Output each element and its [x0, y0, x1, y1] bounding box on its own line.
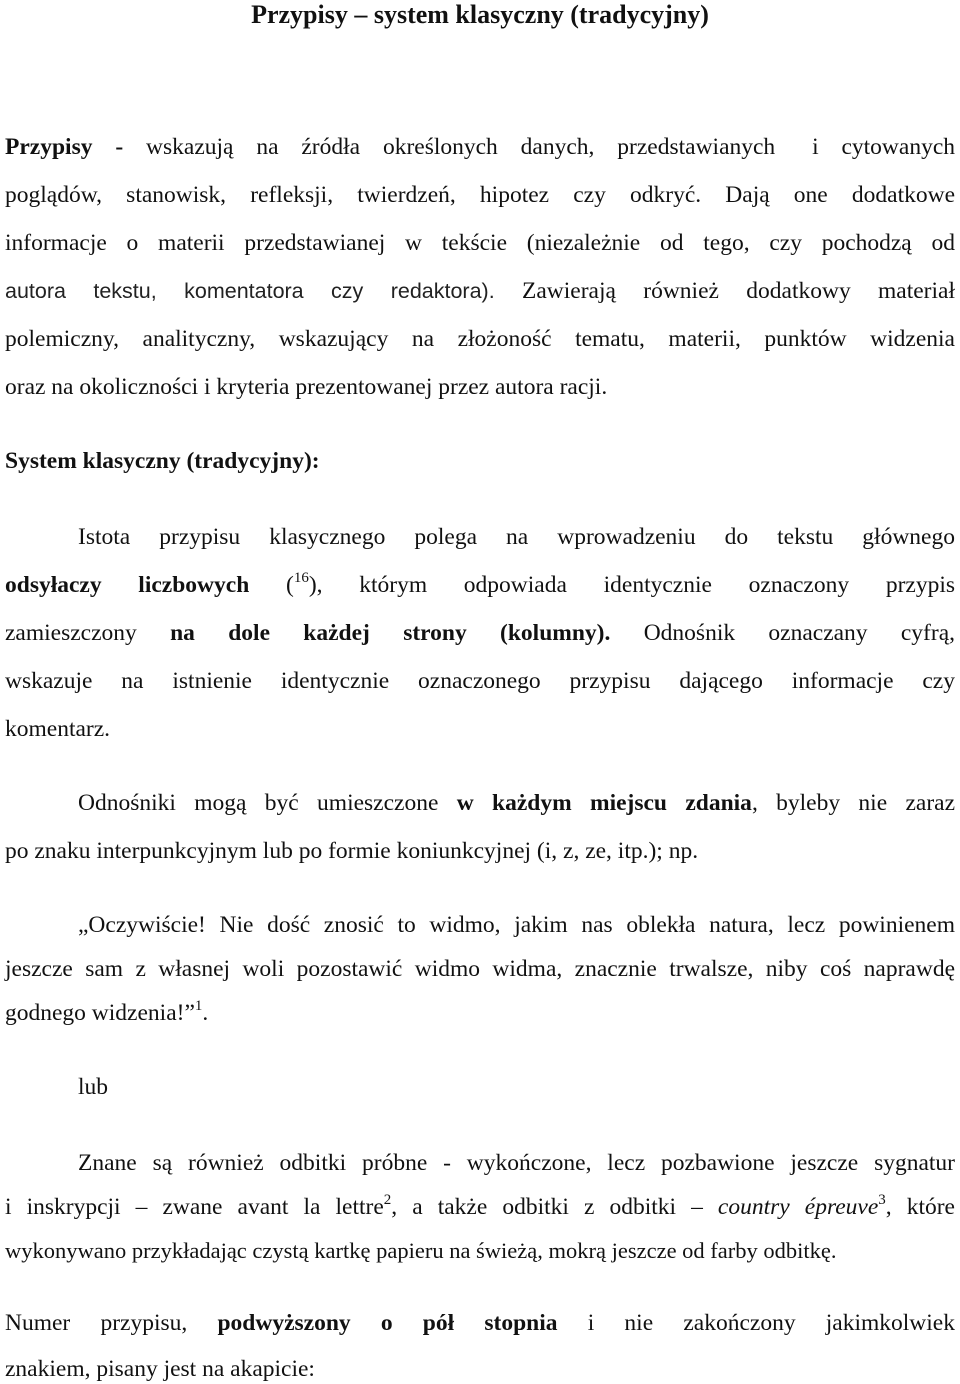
quote-line-1: „Oczywiście! Nie dość znosić to widmo, jakim nas oblekła natura, lecz powinienem — [78, 912, 955, 938]
para3-text: , które — [885, 1194, 955, 1220]
footnote-ref-2: 2 — [383, 1192, 392, 1209]
para1-line-1: Istota przypisu klasycznego polega na wprowadzeniu do tekstu głównego — [78, 524, 955, 550]
para1-line-4: wskazuje na istnienie identycznie oznaczonego przypisu dającego informacje czy — [5, 668, 955, 694]
para3-text: , a także odbitki z odbitki – — [391, 1194, 718, 1220]
section-heading: System klasyczny (tradycyjny): — [5, 448, 320, 474]
intro-line-4 — [5, 276, 955, 306]
para3-line-3: wykonywano przykładając czystą kartkę papieru na świeżą, mokrą jeszcze od farby odbitkę. — [5, 1238, 837, 1263]
para1-line-2 — [5, 570, 955, 600]
quote-text: godnego widzenia!” — [5, 1000, 195, 1026]
footnote-ref-16: 16 — [293, 570, 309, 587]
intro-sans-text: autora tekstu, komentatora czy redaktora). — [5, 279, 495, 303]
lub-line: lub — [78, 1074, 109, 1100]
para1-line-3 — [5, 618, 955, 648]
para1-text: ( — [249, 572, 294, 598]
para1-text: ), którym odpowiada identycznie oznaczony przypis — [308, 572, 955, 598]
para2-line-2: po znaku interpunkcyjnym lub po formie koniunkcyjnej (i, z, ze, itp.); np. — [5, 838, 699, 864]
intro-text: wskazują na źródła określonych danych, przedstawianych — [123, 134, 776, 160]
intro-text: Zawierają również dodatkowy materiał — [494, 278, 955, 304]
bold-phrase: podwyższony o pół stopnia — [217, 1310, 558, 1336]
quote-line-3 — [5, 998, 955, 1028]
para1-text: zamieszczony — [5, 620, 171, 646]
para3-line-2 — [5, 1192, 955, 1222]
bold-phrase: w każdym miejscu zdania — [456, 790, 752, 816]
para2-line-1 — [78, 788, 955, 818]
intro-line-1 — [5, 132, 955, 162]
intro-line-5: polemiczny, analityczny, wskazujący na złożoność tematu, materii, punktów widzenia — [5, 326, 955, 352]
quote-line-2: jeszcze sam z własnej woli pozostawić widmo widma, znacznie trwalsze, niby coś naprawdę — [5, 956, 955, 982]
intro-line-3: informacje o materii przedstawianej w tekście (niezależnie od tego, czy pochodzą od — [5, 230, 955, 256]
para1-line-5: komentarz. — [5, 716, 111, 742]
para4-line-2: znakiem, pisany jest na akapicie: — [5, 1356, 315, 1382]
para4-text: Numer przypisu, — [5, 1310, 218, 1336]
quote-text: . — [202, 1000, 209, 1026]
para2-text: Odnośniki mogą być umieszczone — [78, 790, 457, 816]
intro-text-end: i cytowanych — [812, 134, 955, 160]
italic-phrase: country épreuve — [717, 1194, 879, 1220]
bold-phrase: odsyłaczy liczbowych — [5, 572, 250, 598]
para1-text: Odnośnik oznaczany cyfrą, — [610, 620, 955, 646]
page-title: Przypisy – system klasyczny (tradycyjny) — [251, 0, 709, 29]
para3-line-1: Znane są również odbitki próbne - wykończone, lecz pozbawione jeszcze sygnatur — [78, 1150, 955, 1176]
para4-text: i nie zakończony jakimkolwiek — [557, 1310, 955, 1336]
term-przypisy: Przypisy - — [5, 134, 124, 160]
intro-line-6: oraz na okoliczności i kryteria prezentowanej przez autora racji. — [5, 374, 608, 400]
bold-phrase: na dole każdej strony (kolumny). — [170, 620, 611, 646]
footnote-ref-1: 1 — [194, 998, 203, 1015]
para4-line-1 — [5, 1308, 955, 1338]
para3-text: i inskrypcji – zwane avant la lettre — [5, 1194, 384, 1220]
para2-text: , byleby nie zaraz — [751, 790, 956, 816]
footnote-ref-3: 3 — [878, 1192, 886, 1209]
intro-line-2: poglądów, stanowisk, refleksji, twierdzeń, hipotez czy odkryć. Dają one dodatkowe — [5, 182, 955, 208]
